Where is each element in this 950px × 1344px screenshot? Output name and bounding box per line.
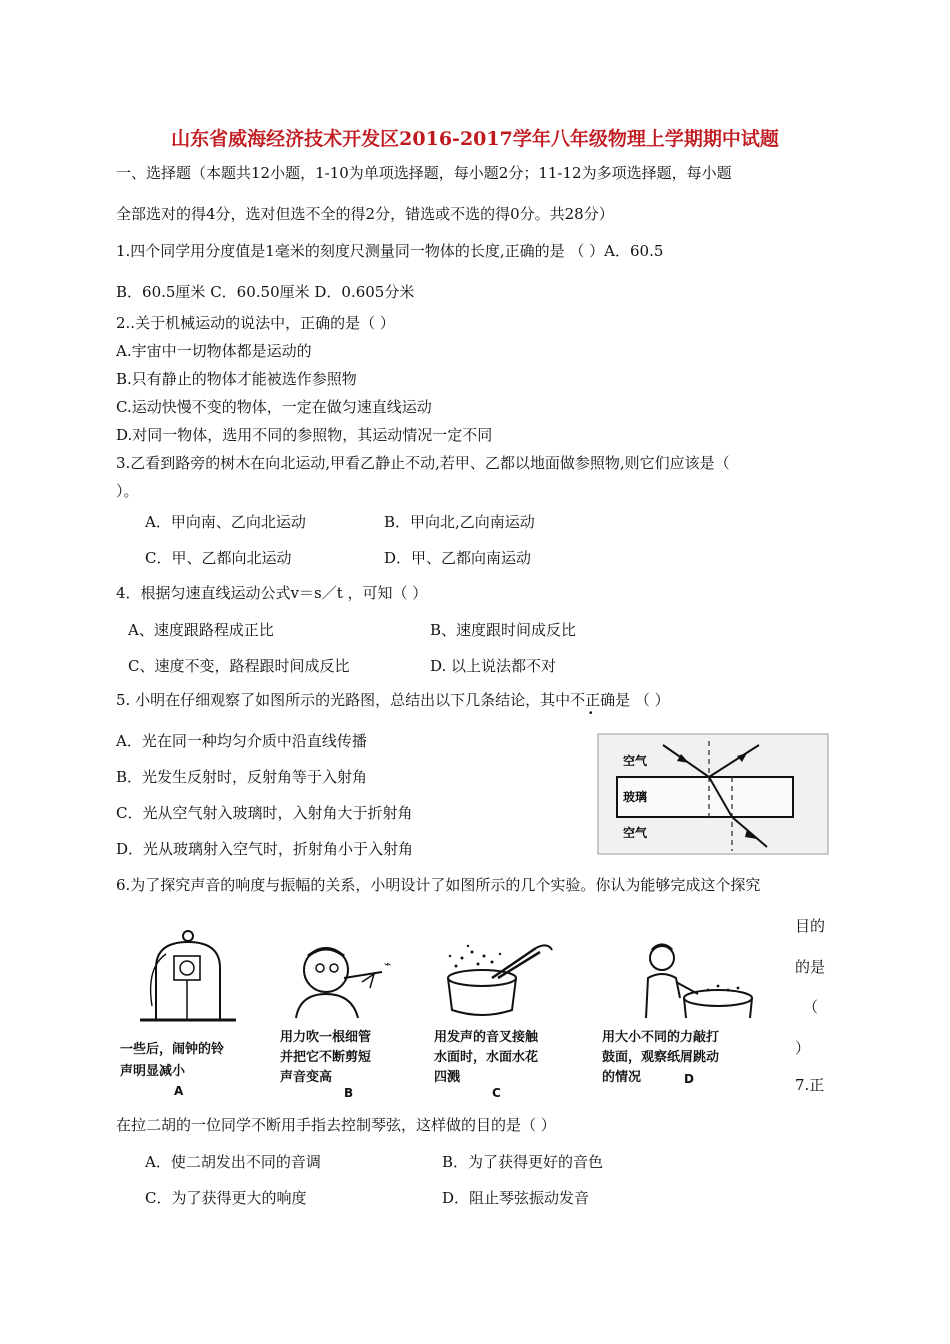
q5-stem-pre: 5. 小明在仔细观察了如图所示的光路图，总结出以下几条结论，其中 xyxy=(116,691,571,709)
label-glass: 玻璃 xyxy=(623,790,648,804)
q5-stem-post: 是 （ ） xyxy=(615,691,670,709)
q3-stem-line2: ）。 xyxy=(116,482,139,500)
panel-a-caption-1: 一些后，闹钟的铃 xyxy=(120,1042,225,1057)
q4-option-a: A、速度跟路程成正比 xyxy=(128,621,274,639)
q4-stem: 4．根据匀速直线运动公式v＝s／t ，可知（ ） xyxy=(116,584,428,602)
panel-b-caption-1: 用力吹一根细管 xyxy=(280,1030,372,1045)
q6-side-2: 的是 xyxy=(795,958,826,976)
panel-d-letter: D xyxy=(684,1072,694,1086)
q5-option-b: B．光发生反射时，反射角等于入射角 xyxy=(116,768,368,786)
experiment-panel-b xyxy=(278,938,418,1100)
panel-d-caption-2: 鼓面，观察纸屑跳动 xyxy=(602,1050,720,1065)
section-intro-line2: 全部选对的得4分，选对但选不全的得2分，错选或不选的得0分。共28分） xyxy=(116,205,614,223)
label-air-top: 空气 xyxy=(623,754,648,768)
q7-option-a: A．使二胡发出不同的音调 xyxy=(145,1153,321,1171)
q4-option-b: B、速度跟时间成反比 xyxy=(430,621,577,639)
label-air-bottom: 空气 xyxy=(623,826,648,840)
q1-stem: 1.四个同学用分度值是1毫米的刻度尺测量同一物体的长度,正确的是 （ ）A．60.5 xyxy=(116,242,664,260)
q4-option-d: D. 以上说法都不对 xyxy=(430,657,557,675)
panel-b-caption-3: 声音变高 xyxy=(280,1070,333,1085)
q6-side-3: （ xyxy=(803,998,819,1016)
experiment-panel-d xyxy=(600,938,760,1088)
q7-option-c: C．为了获得更大的响度 xyxy=(145,1189,307,1207)
q3-option-b: B．甲向北,乙向南运动 xyxy=(384,513,535,531)
q2-option-b: B.只有静止的物体才能被选作参照物 xyxy=(116,370,357,388)
q3-stem-line1: 3.乙看到路旁的树木在向北运动,甲看乙静止不动,若甲、乙都以地面做参照物,则它们应该是（ xyxy=(116,454,730,472)
q6-side-1: 目的 xyxy=(795,917,826,935)
panel-c-letter: C xyxy=(492,1086,501,1100)
experiment-panel-c xyxy=(432,938,572,1100)
q4-option-c: C、速度不变，路程跟时间成反比 xyxy=(128,657,350,675)
panel-c-caption-2: 水面时，水面水花 xyxy=(434,1050,539,1065)
q6-side-4: ） xyxy=(795,1039,811,1057)
q5-option-d: D．光从玻璃射入空气时，折射角小于入射角 xyxy=(116,840,414,858)
light-path-figure xyxy=(597,733,829,855)
bell-jar-icon xyxy=(116,928,266,1028)
q3-option-d: D．甲、乙都向南运动 xyxy=(384,549,532,567)
q5-option-c: C．光从空气射入玻璃时，入射角大于折射角 xyxy=(116,804,413,822)
q2-option-a: A.宇宙中一切物体都是运动的 xyxy=(116,342,312,360)
panel-c-caption-3: 四溅 xyxy=(434,1070,461,1085)
page-title: 山东省威海经济技术开发区2016-2017学年八年级物理上学期期中试题 xyxy=(171,128,779,150)
panel-d-caption-1: 用大小不同的力敲打 xyxy=(602,1030,720,1045)
q6-stem: 6.为了探究声音的响度与振幅的关系，小明设计了如图所示的几个实验。你认为能够完成这个探究 xyxy=(116,876,761,894)
q7-stem: 在拉二胡的一位同学不断用手指去控制琴弦，这样做的目的是（ ） xyxy=(116,1116,556,1134)
q5-stem xyxy=(116,690,670,710)
q3-option-a: A．甲向南、乙向北运动 xyxy=(145,513,306,531)
q3-option-c: C．甲、乙都向北运动 xyxy=(145,549,292,567)
q2-stem: 2..关于机械运动的说法中，正确的是（ ） xyxy=(116,314,395,332)
tuning-fork-water-icon xyxy=(432,938,572,1020)
panel-b-caption-2: 并把它不断剪短 xyxy=(280,1050,372,1065)
panel-a-caption-2: 声明显减小 xyxy=(120,1064,186,1079)
panel-a-letter: A xyxy=(174,1084,184,1098)
q7-option-d: D．阻止琴弦振动发音 xyxy=(442,1189,590,1207)
section-intro-line1: 一、选择题（本题共12小题，1-10为单项选择题，每小题2分；11-12为多项选择题，每小题 xyxy=(116,164,732,182)
q5-stem-emphasis: 不正确 xyxy=(570,691,616,709)
experiment-panel-a xyxy=(116,928,266,1098)
q2-option-c: C.运动快慢不变的物体，一定在做匀速直线运动 xyxy=(116,398,432,416)
q2-option-d: D.对同一物体，选用不同的参照物，其运动情况一定不同 xyxy=(116,426,493,444)
panel-b-letter: B xyxy=(344,1086,354,1100)
q1-options: B．60.5厘米 C．60.50厘米 D．0.605分米 xyxy=(116,283,415,301)
drum-paper-scraps-icon xyxy=(600,938,760,1020)
panel-c-caption-1: 用发声的音叉接触 xyxy=(434,1030,539,1045)
panel-d-caption-3: 的情况 xyxy=(602,1070,642,1085)
q7-option-b: B．为了获得更好的音色 xyxy=(442,1153,604,1171)
q5-option-a: A．光在同一种均匀介质中沿直线传播 xyxy=(116,732,367,750)
person-blowing-tube-icon xyxy=(278,938,418,1020)
q7-start: 7.正 xyxy=(795,1076,825,1094)
svg-text:⌁: ⌁ xyxy=(384,957,392,971)
